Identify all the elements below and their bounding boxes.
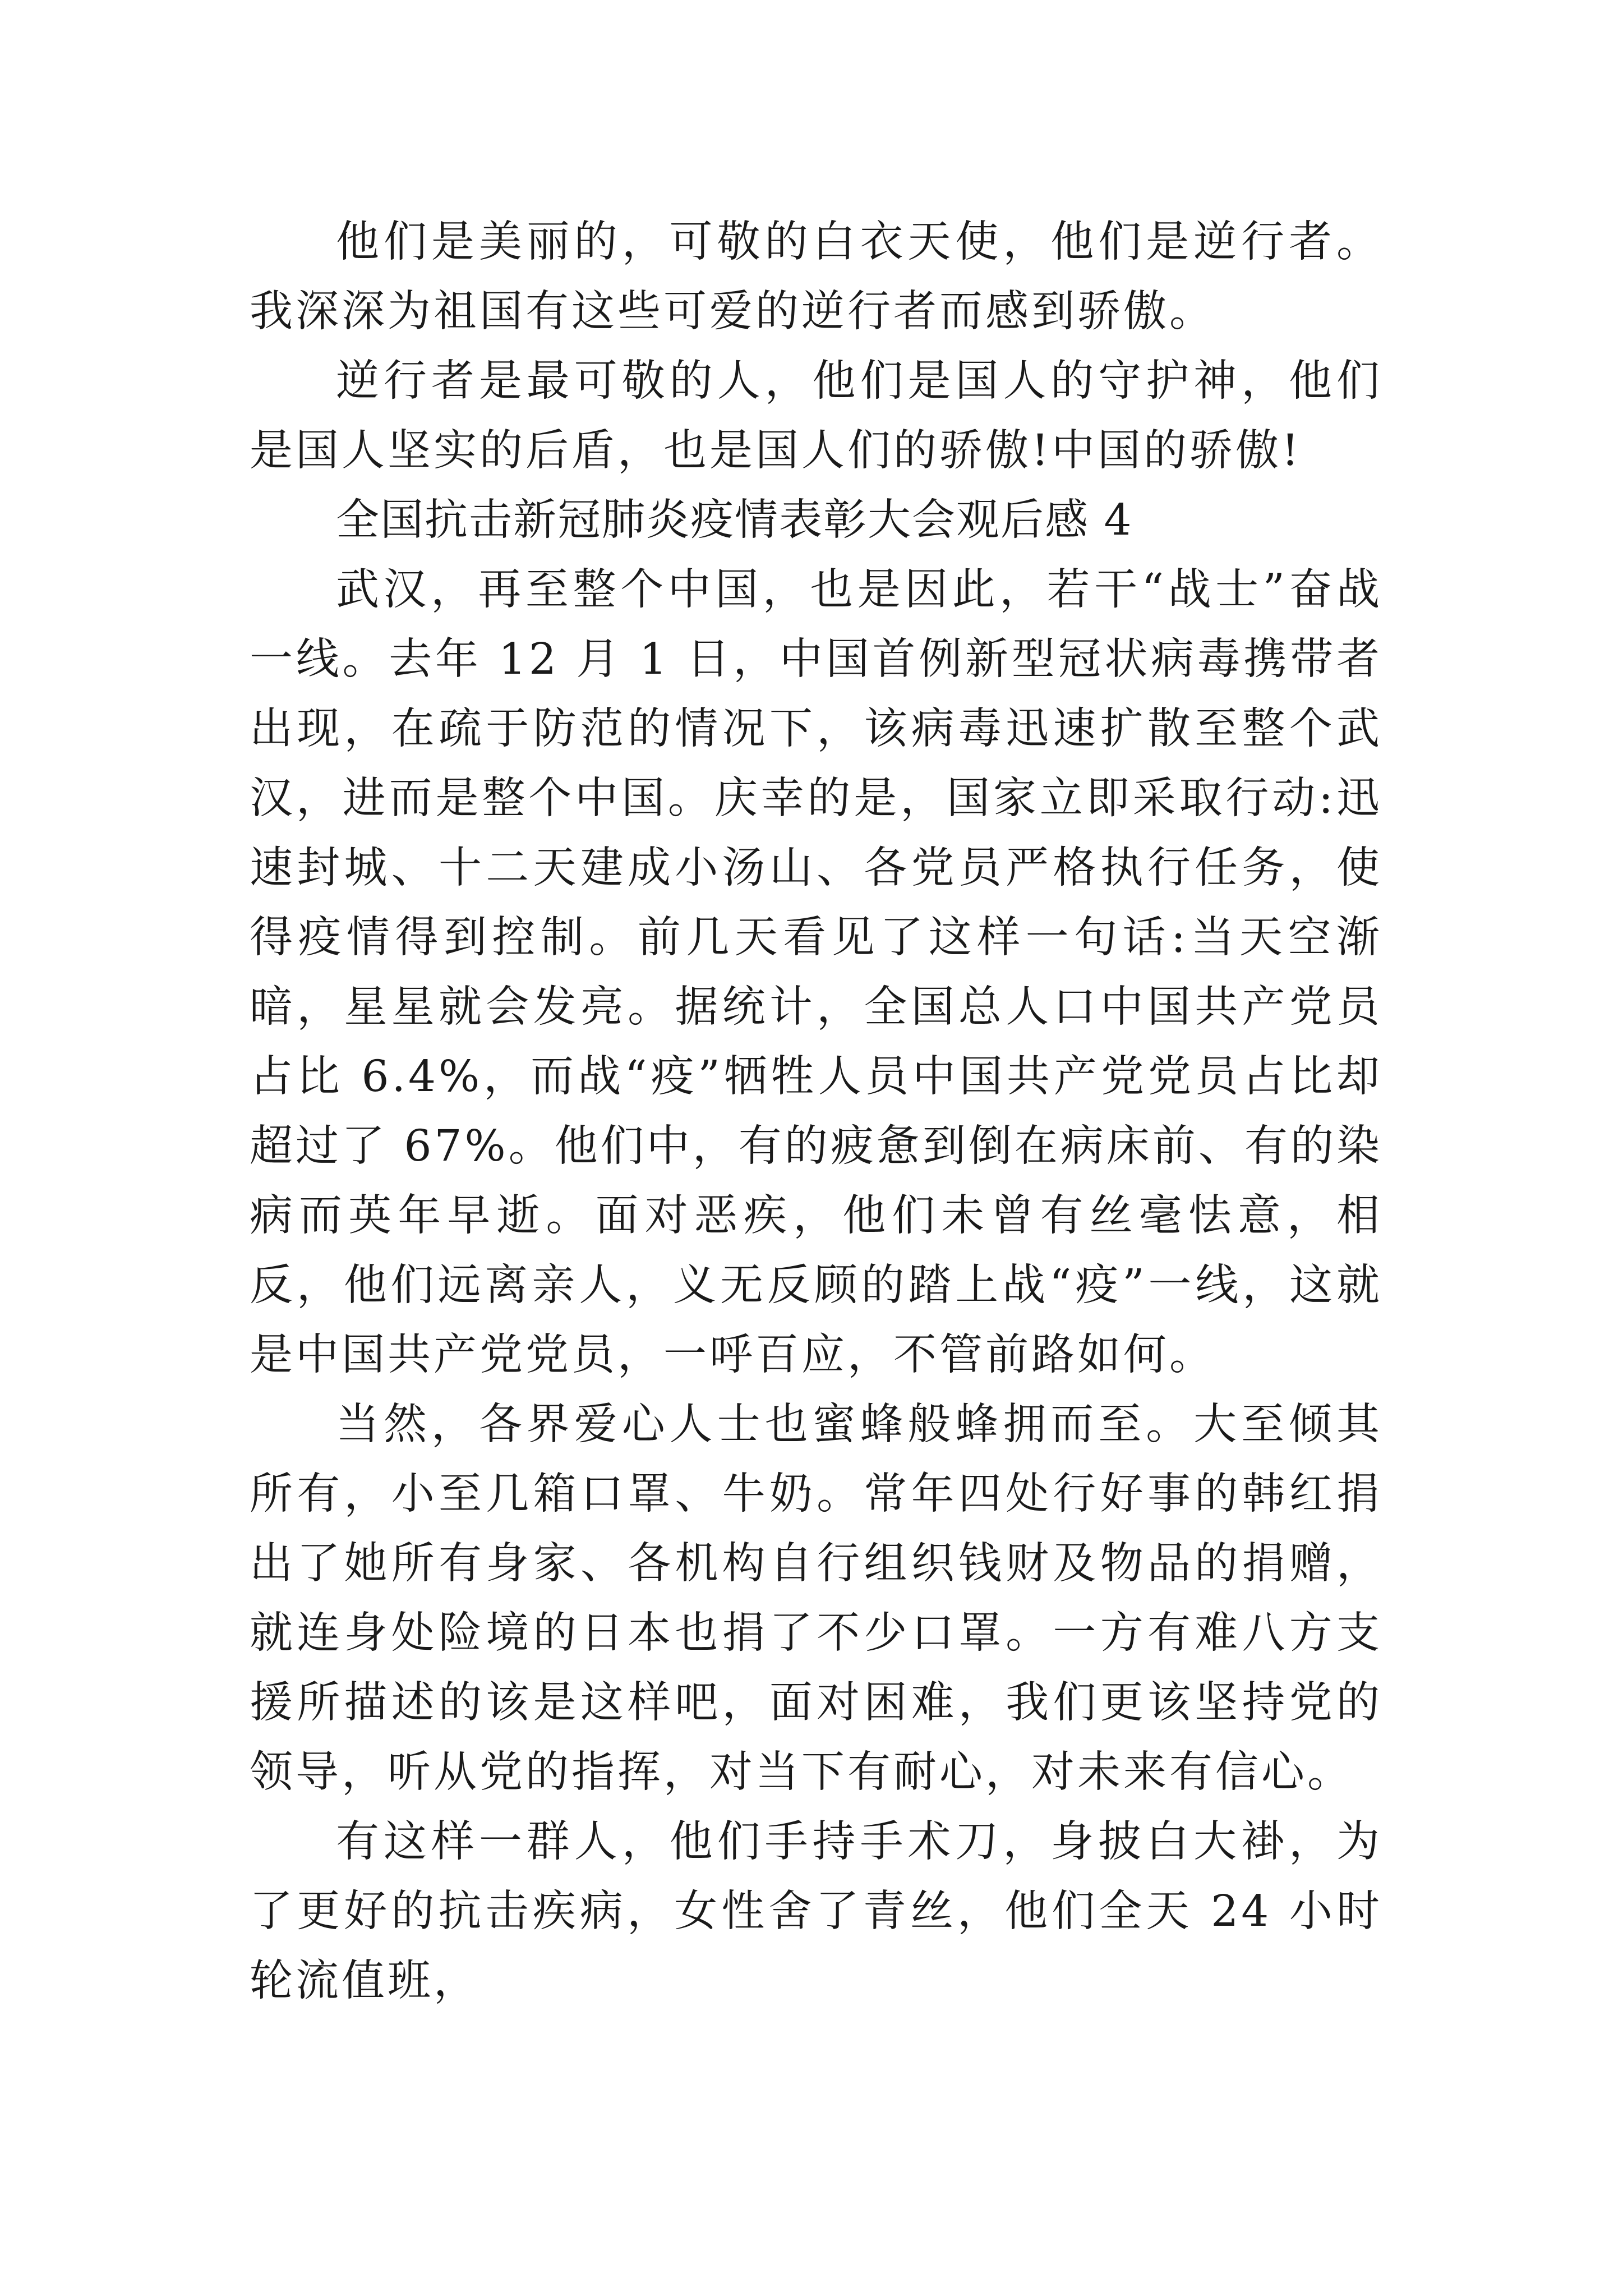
paragraph-2: 逆行者是最可敬的人，他们是国人的守护神，他们是国人坚实的后盾，也是国人们的骄傲!中国的骄傲! (250, 356, 1382, 476)
paragraph-4: 当然，各界爱心人士也蜜蜂般蜂拥而至。大至倾其所有，小至几箱口罩、牛奶。常年四处行好事的韩红捐出了她所有身家、各机构自行组织钱财及物品的捐赠，就连身处险境的日本也捐了不少口罩。一方有难八方支援所描述的该是这样吧，面对困难，我们更该坚持党的领导，听从党的指挥，对当下有耐心，对未来有信心。 (250, 1400, 1382, 1797)
section-heading: 全国抗击新冠肺炎疫情表彰大会观后感 4 (336, 495, 1133, 545)
document-body (250, 208, 1382, 2016)
paragraph-3: 武汉，再至整个中国，也是因此，若干“战士”奋战一线。去年 12 月 1 日，中国首例新型冠状病毒携带者出现，在疏于防范的情况下，该病毒迅速扩散至整个武汉，进而是整个中国。庆幸的是，国家立即采取行动:迅速封城、十二天建成小汤山、各党员严格执行任务，使得疫情得到控制。前几天看见了这样一句话:当天空渐暗，星星就会发亮。据统计，全国总人口中国共产党员占比 6.4%，而战“疫”牺牲人员中国共产党党员占比却超过了 67%。他们中，有的疲惫到倒在病床前、有的染病而英年早逝。面对恶疾，他们未曾有丝毫怯意，相反，他们远离亲人，义无反顾的踏上战“疫”一线，这就是中国共产党党员，一呼百应，不管前路如何。 (250, 565, 1382, 1380)
paragraph-5: 有这样一群人，他们手持手术刀，身披白大褂，为了更好的抗击疾病，女性舍了青丝，他们全天 24 小时轮流值班， (250, 1817, 1382, 2006)
paragraph-1: 他们是美丽的，可敬的白衣天使，他们是逆行者。我深深为祖国有这些可爱的逆行者而感到骄傲。 (250, 217, 1382, 337)
